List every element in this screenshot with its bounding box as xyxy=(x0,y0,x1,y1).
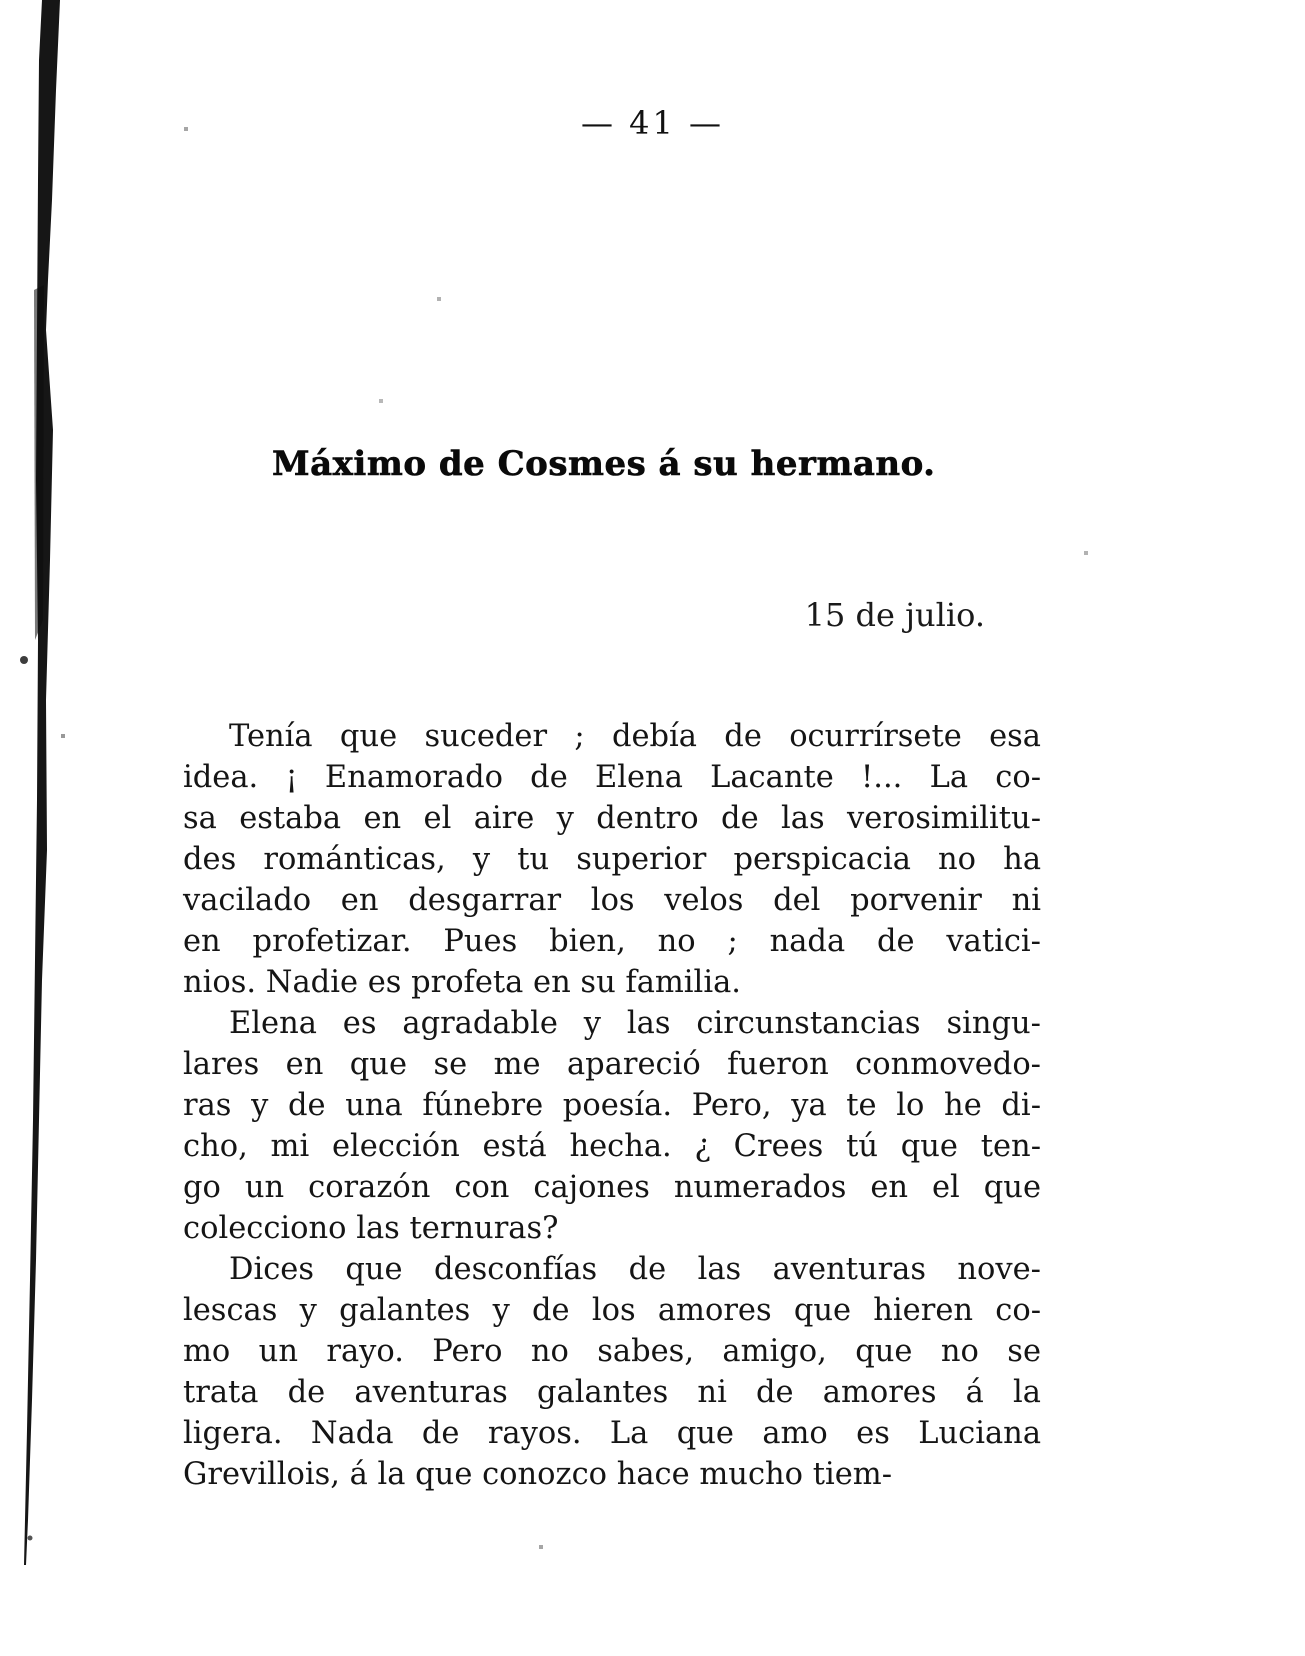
text-line: colecciono las ternuras? xyxy=(183,1211,559,1246)
text-line: ligera. Nada de rayos. La que amo es Luciana xyxy=(183,1416,1041,1451)
text-line: Grevillois, á la que conozco hace mucho tiem- xyxy=(183,1457,893,1492)
page-number: — 41 — xyxy=(580,104,725,142)
scan-binding-artifact xyxy=(0,0,80,1656)
text-line: lares en que se me apareció fueron conmovedo- xyxy=(183,1047,1041,1082)
letter-body xyxy=(183,716,1041,1495)
text-line: Dices que desconfías de las aventuras nove- xyxy=(229,1252,1041,1287)
text-line: ras y de una fúnebre poesía. Pero, ya te lo he di- xyxy=(183,1088,1041,1123)
text-line: Tenía que suceder ; debía de ocurrírsete esa xyxy=(229,719,1041,754)
text-line: mo un rayo. Pero no sabes, amigo, que no se xyxy=(183,1334,1041,1369)
paragraph-1 xyxy=(183,716,1041,1003)
scan-speck-artifacts xyxy=(0,0,2,2)
text-line: en profetizar. Pues bien, no ; nada de vatici- xyxy=(183,924,1041,959)
text-line: nios. Nadie es profeta en su familia. xyxy=(183,965,741,1000)
text-line: vacilado en desgarrar los velos del porvenir ni xyxy=(183,883,1041,918)
letter-heading: Máximo de Cosmes á su hermano. xyxy=(272,444,936,484)
paragraph-3 xyxy=(183,1249,1041,1495)
text-line: cho, mi elección está hecha. ¿ Crees tú que ten- xyxy=(183,1129,1041,1164)
text-line: idea. ¡ Enamorado de Elena Lacante !... La co- xyxy=(183,760,1041,795)
text-line: sa estaba en el aire y dentro de las verosimilitu- xyxy=(183,801,1041,836)
text-line: go un corazón con cajones numerados en el que xyxy=(183,1170,1041,1205)
paragraph-2 xyxy=(183,1003,1041,1249)
text-line: lescas y galantes y de los amores que hieren co- xyxy=(183,1293,1041,1328)
text-line: trata de aventuras galantes ni de amores á la xyxy=(183,1375,1041,1410)
text-line: Elena es agradable y las circunstancias singu- xyxy=(229,1006,1041,1041)
letter-date: 15 de julio. xyxy=(804,596,985,634)
text-line: des románticas, y tu superior perspicacia no ha xyxy=(183,842,1041,877)
